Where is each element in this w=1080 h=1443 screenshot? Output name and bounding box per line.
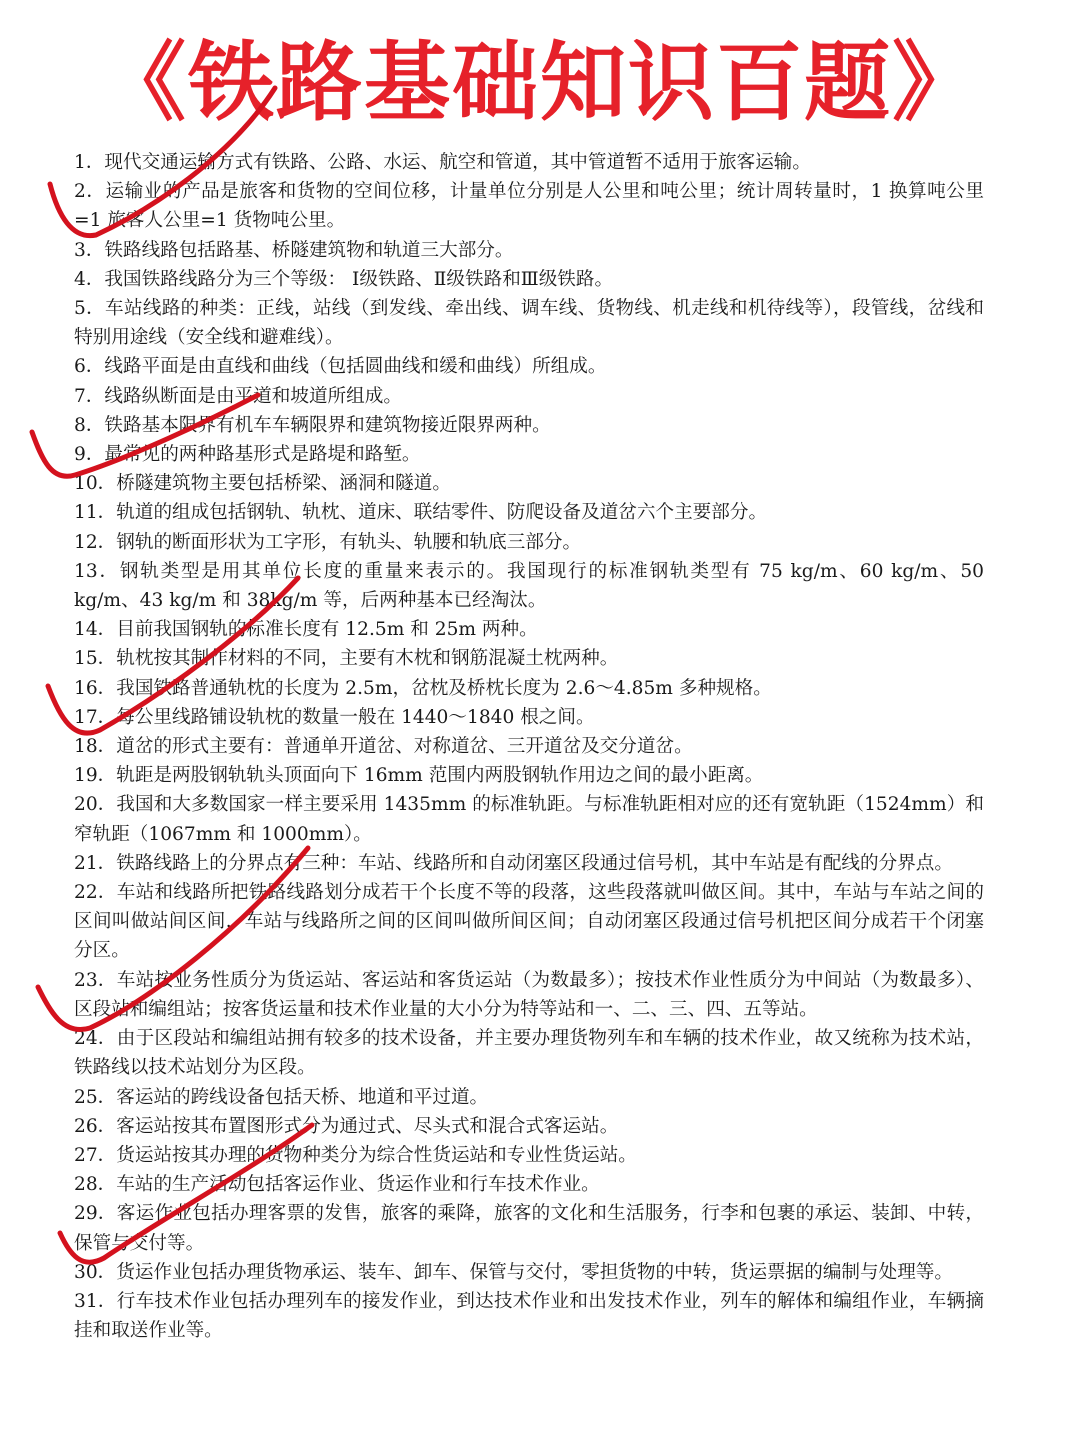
list-item: 7．线路纵断面是由平道和坡道所组成。: [74, 385, 402, 407]
list-item: 27．货运站按其办理的货物种类分为综合性货运站和专业性货运站。: [74, 1144, 637, 1166]
list-item: 31．行车技术作业包括办理列车的接发作业，到达技术作业和出发技术作业，列车的解体和编组作业，车辆摘挂和取送作业等。: [74, 1290, 984, 1342]
list-item: 5．车站线路的种类：正线，站线（到发线、牵出线、调车线、货物线、机走线和机待线等），段管线，岔线和特别用途线（安全线和避难线）。: [74, 298, 984, 349]
list-item: 21．铁路线路上的分界点有三种：车站、线路所和自动闭塞区段通过信号机，其中车站是有配线的分界点。: [74, 852, 953, 874]
list-item: 13．钢轨类型是用其单位长度的重量来表示的。我国现行的标准钢轨类型有 75 kg/m、60 kg/m、50 kg/m、43 kg/m 和 38kg/m 等，后两种基本已经淘汰。: [74, 560, 984, 612]
list-item: 12．钢轨的断面形状为工字形，有轨头、轨腰和轨底三部分。: [74, 531, 582, 553]
list-item: 4．我国铁路线路分为三个等级： Ⅰ级铁路、Ⅱ级铁路和Ⅲ级铁路。: [74, 268, 614, 290]
list-item: 22．车站和线路所把铁路线路划分成若干个长度不等的段落，这些段落就叫做区间。其中，车站与车站之间的区间叫做站间区间，车站与线路所之间的区间叫做所间区间；自动闭塞区段通过信号机把区间分成若干个闭塞分区。: [74, 882, 984, 962]
list-item: 26．客运站按其布置图形式分为通过式、尽头式和混合式客运站。: [74, 1115, 619, 1137]
list-item: 10．桥隧建筑物主要包括桥梁、涵洞和隧道。: [74, 473, 451, 495]
list-item: 30．货运作业包括办理货物承运、装车、卸车、保管与交付，零担货物的中转，货运票据的编制与处理等。: [74, 1261, 953, 1283]
list-item: 6．线路平面是由直线和曲线（包括圆曲线和缓和曲线）所组成。: [74, 356, 607, 378]
list-item: 29．客运作业包括办理客票的发售，旅客的乘降，旅客的文化和生活服务，行李和包裹的承运、装卸、中转，保管与交付等。: [74, 1203, 984, 1254]
list-item: 11．轨道的组成包括钢轨、轨枕、道床、联结零件、防爬设备及道岔六个主要部分。: [74, 502, 768, 524]
page-title: 《铁路基础知识百题》: [100, 33, 980, 133]
list-item: 16．我国铁路普通轨枕的长度为 2.5m，岔枕及桥枕长度为 2.6～4.85m 多种规格。: [74, 677, 772, 699]
list-item: 23．车站按业务性质分为货运站、客运站和客货运站（为数最多）；按技术作业性质分为中间站（为数最多）、区段站和编组站；按客货运量和技术作业量的大小分为特等站和一、二、三、四、五等站。: [74, 969, 984, 1020]
list-item: 17．每公里线路铺设轨枕的数量一般在 1440～1840 根之间。: [74, 706, 595, 728]
list-item: 20．我国和大多数国家一样主要采用 1435mm 的标准轨距。与标准轨距相对应的还有宽轨距（1524mm）和窄轨距（1067mm 和 1000mm）。: [74, 794, 984, 845]
list-item: 15．轨枕按其制作材料的不同，主要有木枕和钢筋混凝土枕两种。: [74, 648, 619, 670]
list-item: 28．车站的生产活动包括客运作业、货运作业和行车技术作业。: [74, 1174, 600, 1196]
list-item: 1．现代交通运输方式有铁路、公路、水运、航空和管道，其中管道暂不适用于旅客运输。: [74, 152, 811, 173]
list-item: 14．目前我国钢轨的标准长度有 12.5m 和 25m 两种。: [74, 619, 538, 641]
list-item: 9．最常见的两种路基形式是路堤和路堑。: [74, 444, 421, 466]
list-item: 2．运输业的产品是旅客和货物的空间位移，计量单位分别是人公里和吨公里；统计周转量时，1 换算吨公里=1 旅客人公里=1 货物吨公里。: [74, 181, 984, 232]
list-item: 24．由于区段站和编组站拥有较多的技术设备，并主要办理货物列车和车辆的技术作业，故又统称为技术站，铁路线以技术站划分为区段。: [74, 1028, 984, 1079]
list-item: 18．道岔的形式主要有：普通单开道岔、对称道岔、三开道岔及交分道岔。: [74, 736, 693, 758]
list-item: 3．铁路线路包括路基、桥隧建筑物和轨道三大部分。: [74, 239, 514, 261]
list-item: 8．铁路基本限界有机车车辆限界和建筑物接近限界两种。: [74, 414, 551, 436]
question-list: [74, 148, 984, 1345]
list-item: 25．客运站的跨线设备包括天桥、地道和平过道。: [74, 1086, 489, 1108]
list-item: 19．轨距是两股钢轨轨头顶面向下 16mm 范围内两股钢轨作用边之间的最小距离。: [74, 765, 764, 787]
